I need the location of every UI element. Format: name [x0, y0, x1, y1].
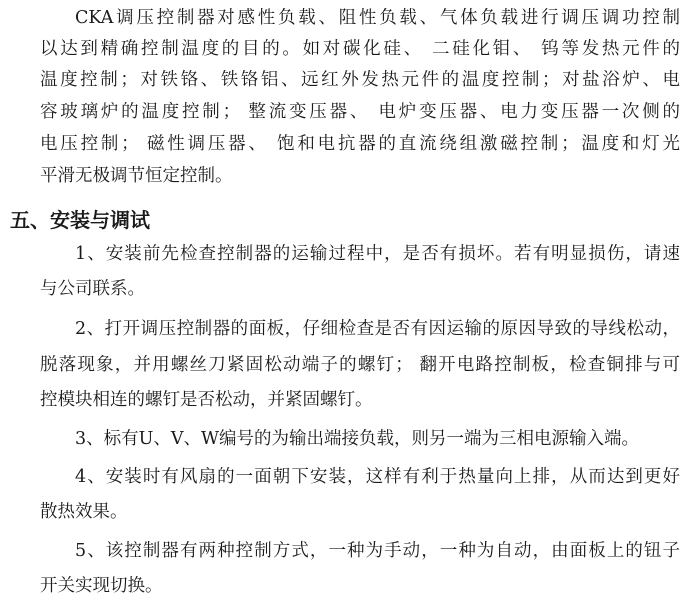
intro-line: 容玻璃炉的温度控制； 整流变压器、 电炉变压器、电力变压器一次侧的	[40, 102, 680, 122]
intro-line: 平滑无极调节恒定控制。	[40, 166, 233, 186]
item-2-line: 2、打开调压控制器的面板，仔细检查是否有因运输的原因导致的导线松动，	[75, 319, 680, 339]
item-1-line: 1、安装前先检查控制器的运输过程中，是否有损坏。若有明显损伤，请速	[75, 244, 680, 264]
item-2-line: 控模块相连的螺钉是否松动，并紧固螺钉。	[40, 390, 373, 410]
item-5-line: 5、该控制器有两种控制方式，一种为手动，一种为自动，由面板上的钮子	[75, 541, 680, 561]
item-5-line: 开关实现切换。	[40, 576, 163, 596]
intro-line: 温度控制；对铁铬、铁铬铝、远红外发热元件的温度控制；对盐浴炉、电	[40, 70, 680, 90]
section-heading: 五、安装与调试	[10, 208, 150, 232]
item-1-line: 与公司联系。	[40, 279, 145, 299]
intro-line: CKA调压控制器对感性负载、阻性负载、气体负载进行调压调功控制	[75, 8, 680, 28]
item-3-line: 3、标有U、V、W编号的为输出端接负载，则另一端为三相电源输入端。	[75, 429, 640, 449]
item-4-line: 散热效果。	[40, 502, 128, 522]
item-4-line: 4、安装时有风扇的一面朝下安装，这样有利于热量向上排，从而达到更好	[75, 467, 680, 487]
intro-line: 以达到精确控制温度的目的。如对碳化硅、 二硅化钼、 钨等发热元件的	[40, 39, 680, 59]
intro-line: 电压控制； 磁性调压器、 饱和电抗器的直流绕组激磁控制；温度和灯光	[40, 134, 680, 154]
item-2-line: 脱落现象，并用螺丝刀紧固松动端子的螺钉； 翻开电路控制板，检查铜排与可	[40, 355, 680, 375]
